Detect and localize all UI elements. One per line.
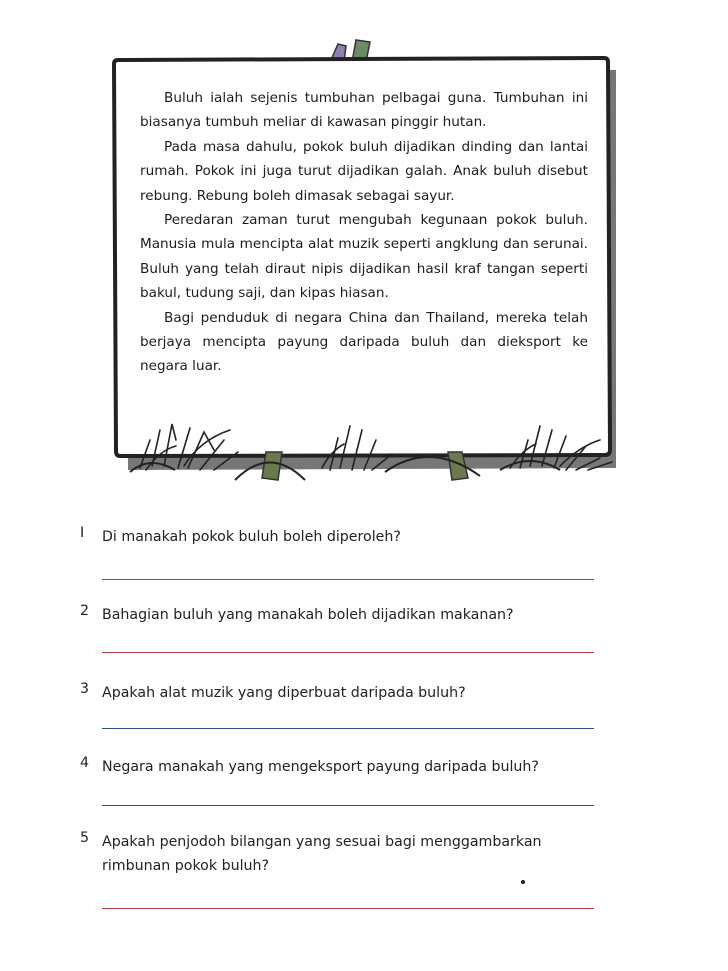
question-text: Di manakah pokok buluh boleh diperoleh?	[102, 529, 401, 545]
question-text: Apakah alat muzik yang diperbuat daripada buluh?	[102, 685, 466, 701]
passage-paragraph-4: Bagi penduduk di negara China dan Thailand, mereka telah berjaya mencipta payung daripada buluh dan dieksport ke negara luar.	[140, 309, 588, 375]
answer-line-2[interactable]	[102, 652, 594, 653]
reading-passage	[140, 86, 588, 379]
question-number: I	[80, 525, 85, 541]
stray-dot	[521, 880, 525, 884]
question-number: 3	[80, 681, 90, 697]
answer-line-3[interactable]	[102, 728, 594, 729]
question-text: Negara manakah yang mengeksport payung daripada buluh?	[102, 759, 539, 775]
answer-line-1[interactable]	[102, 579, 594, 580]
question-number: 5	[80, 830, 90, 846]
question-text: Bahagian buluh yang manakah boleh dijadikan makanan?	[102, 607, 514, 623]
answer-line-4[interactable]	[102, 805, 594, 806]
passage-paragraph-1: Buluh ialah sejenis tumbuhan pelbagai guna. Tumbuhan ini biasanya tumbuh meliar di kawasan pinggir hutan.	[140, 90, 588, 131]
question-text: Apakah penjodoh bilangan yang sesuai bagi menggambarkan rimbunan pokok buluh?	[102, 834, 542, 874]
passage-paragraph-2: Pada masa dahulu, pokok buluh dijadikan dinding dan lantai rumah. Pokok ini juga turut dijadikan galah. Anak buluh disebut rebung. Rebung boleh dimasak sebagai sayur.	[140, 138, 588, 204]
answer-line-5[interactable]	[102, 908, 594, 909]
passage-paragraph-3: Peredaran zaman turut mengubah kegunaan pokok buluh. Manusia mula mencipta alat muzik seperti angklung dan serunai. Buluh yang telah diraut nipis dijadikan hasil kraf tangan seperti bakul, tudung saji, dan kipas hiasan.	[140, 212, 588, 302]
question-number: 2	[80, 603, 90, 619]
question-number: 4	[80, 755, 90, 771]
